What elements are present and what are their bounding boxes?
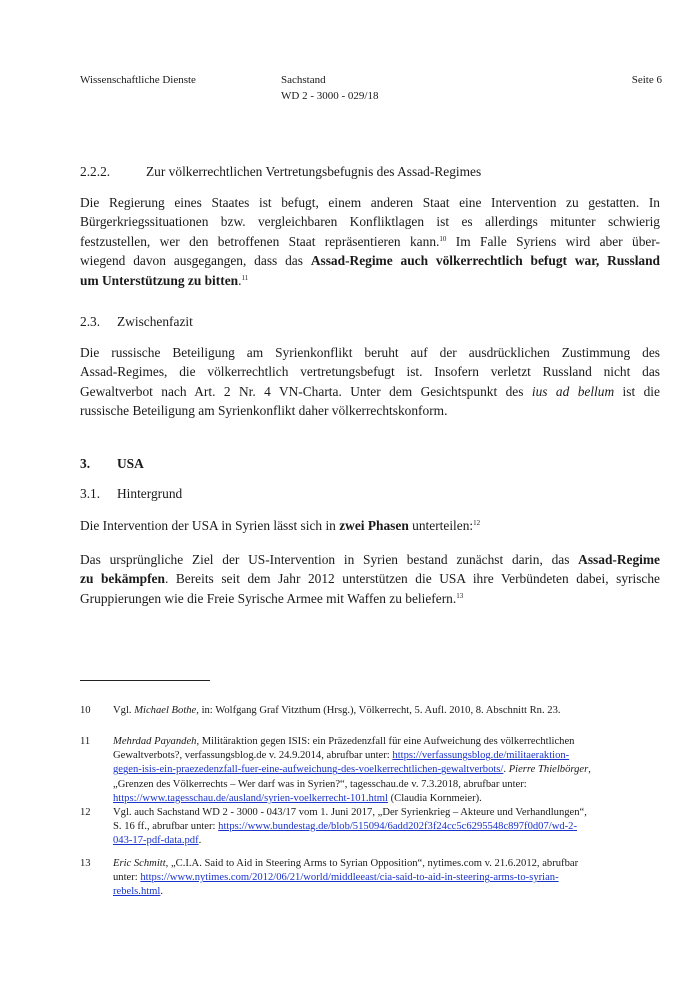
paragraph-zwei-phasen bbox=[80, 516, 660, 535]
footnote-ref-13[interactable]: 13 bbox=[456, 591, 464, 600]
text-line: Das ursprüngliche Ziel der US-Intervention in Syrien bestand zunächst darin, das Assad-Regime bbox=[80, 552, 660, 567]
header-doc-type: Sachstand bbox=[281, 74, 326, 86]
footnote-line: Vgl. Michael Bothe, in: Wolfgang Graf Vitzthum (Hrsg.), Völkerrecht, 5. Aufl. 2010, 8. Abschnitt Rn. 23. bbox=[113, 705, 561, 716]
text-line: Die russische Beteiligung am Syrienkonflikt beruht auf der ausdrücklichen Zustimmung des bbox=[80, 345, 660, 360]
text-line: Die Regierung eines Staates ist befugt, einem anderen Staat eine Intervention zu gestatten. In bbox=[80, 195, 660, 210]
section-heading-3-1 bbox=[80, 486, 182, 502]
footnote-number: 11 bbox=[80, 736, 91, 747]
link-tagesschau[interactable]: https://www.tagesschau.de/ausland/syrien-voelkerrecht-101.html bbox=[113, 792, 388, 804]
text-line: festzustellen, wer den betroffenen Staat repräsentieren kann.$^{10}$ Im Falle Syriens wird aber über- bbox=[80, 233, 660, 249]
footnote-line: rebels.html. bbox=[113, 886, 164, 898]
text-line: wiegend davon ausgegangen, dass das Assad-Regime auch völkerrechtlich befugt war, Russland bbox=[80, 253, 660, 269]
footnote-number: 13 bbox=[80, 858, 91, 869]
link-verfassungsblog-cont[interactable]: gegen-isis-ein-praezedenzfall-fuer-eine-aufweichung-des-voelkerrechtlichen-gewaltverbots/ bbox=[113, 764, 504, 776]
section-title: Zur völkerrechtlichen Vertretungsbefugnis des Assad-Regimes bbox=[146, 164, 482, 179]
section-title: Zwischenfazit bbox=[117, 314, 193, 329]
text-line: Bürgerkriegssituationen bzw. vergleichbaren Konfliktlagen ist es allerdings mitunter schwierig bbox=[80, 214, 660, 230]
footnote-10 bbox=[80, 704, 660, 718]
footnote-line: gegen-isis-ein-praezedenzfall-fuer-eine-aufweichung-des-voelkerrechtlichen-gewaltverbots/. Pierre Thielbörger, bbox=[113, 764, 591, 776]
footnote-12 bbox=[80, 806, 660, 849]
footnote-separator bbox=[80, 680, 210, 681]
link-nytimes-cont[interactable]: rebels.html bbox=[113, 886, 161, 898]
footnote-ref-12[interactable]: 12 bbox=[473, 519, 481, 527]
footnote-line: https://www.tagesschau.de/ausland/syrien-voelkerrecht-101.html (Claudia Kornmeier). bbox=[113, 792, 482, 804]
header-institution: Wissenschaftliche Dienste bbox=[80, 74, 196, 86]
section-heading-3 bbox=[80, 456, 144, 472]
text-line: Gewaltverbot nach Art. 2 Nr. 4 VN-Charta. Unter dem Gesichtspunkt des ius ad bellum ist die bbox=[80, 383, 660, 399]
section-number: 3.1. bbox=[80, 486, 101, 501]
footnote-line: Mehrdad Payandeh, Militäraktion gegen ISIS: ein Präzedenzfall für eine Aufweichung des völkerrechtlichen bbox=[113, 736, 575, 747]
header-page-number: Seite 6 bbox=[631, 74, 662, 86]
footnote-number: 10 bbox=[80, 705, 91, 716]
paragraph-ursprungliches-ziel bbox=[80, 550, 660, 608]
text-line: zu bekämpfen. Bereits seit dem Jahr 2012 unterstützen die USA ihre Verbündeten dabei, syrische bbox=[80, 571, 660, 587]
section-number: 3. bbox=[80, 456, 91, 471]
link-nytimes[interactable]: https://www.nytimes.com/2012/06/21/world/middleeast/cia-said-to-aid-in-steering-arms-to-syrian- bbox=[140, 872, 559, 884]
footnote-line: Eric Schmitt, „C.I.A. Said to Aid in Steering Arms to Syrian Opposition“, nytimes.com v. 21.6.2012, abrufbar bbox=[113, 858, 579, 869]
text-line: Assad-Regimes, die völkerrechtlich vertretungsbefugt ist. Insofern verletzt Russland nicht das bbox=[80, 364, 660, 380]
header-doc-number: WD 2 - 3000 - 029/18 bbox=[281, 90, 379, 102]
footnote-number: 12 bbox=[80, 807, 91, 818]
footnote-ref-10[interactable]: 10 bbox=[439, 234, 447, 243]
footnote-line: Vgl. auch Sachstand WD 2 - 3000 - 043/17 vom 1. Juni 2017, „Der Syrienkrieg – Akteure und Verhandlungen“, bbox=[113, 807, 587, 818]
text-line: Die Intervention der USA in Syrien lässt sich in zwei Phasen unterteilen:$^{12}$ bbox=[80, 518, 481, 533]
text-line: russische Beteiligung am Syrienkonflikt daher völkerrechtskonform. bbox=[80, 403, 448, 419]
footnote-11 bbox=[80, 735, 660, 806]
section-title: Hintergrund bbox=[117, 486, 183, 501]
footnote-line: Gewaltverbots?, verfassungsblog.de v. 24.9.2014, abrufbar unter: https://verfassungsblog.de/militaeraktion- bbox=[113, 750, 570, 762]
text-line: Gruppierungen wie die Freie Syrische Armee mit Waffen zu beliefern.$^{13}$ bbox=[80, 590, 464, 606]
header-document-info bbox=[281, 72, 378, 104]
footnote-line: S. 16 ff., abrufbar unter: https://www.bundestag.de/blob/515094/6add202f3f24cc5c6295548c897f0d07/wd-2- bbox=[113, 821, 577, 833]
link-verfassungsblog[interactable]: https://verfassungsblog.de/militaeraktion- bbox=[392, 750, 570, 762]
footnote-line: 043-17-pdf-data.pdf. bbox=[113, 835, 202, 847]
footnote-line: „Grenzen des Völkerrechts – Wer darf was in Syrien?“, tagesschau.de v. 7.3.2018, abrufbar unter: bbox=[113, 778, 527, 790]
footnote-ref-11[interactable]: 11 bbox=[241, 273, 249, 282]
section-heading-2-3 bbox=[80, 314, 193, 330]
link-bundestag-cont[interactable]: 043-17-pdf-data.pdf bbox=[113, 835, 199, 847]
section-number: 2.2.2. bbox=[80, 164, 111, 179]
section-title: USA bbox=[117, 456, 144, 471]
paragraph-zwischenfazit bbox=[80, 343, 660, 421]
footnote-line: unter: https://www.nytimes.com/2012/06/21/world/middleeast/cia-said-to-aid-in-steering-arms-to-syrian- bbox=[113, 872, 559, 884]
text-line: um Unterstützung zu bitten.$^{11}$ bbox=[80, 272, 249, 288]
paragraph-vertretungsbefugnis bbox=[80, 193, 660, 290]
section-number: 2.3. bbox=[80, 314, 101, 329]
section-heading-2-2-2 bbox=[80, 164, 481, 180]
link-bundestag[interactable]: https://www.bundestag.de/blob/515094/6add202f3f24cc5c6295548c897f0d07/wd-2- bbox=[218, 821, 577, 833]
footnote-13 bbox=[80, 857, 660, 900]
